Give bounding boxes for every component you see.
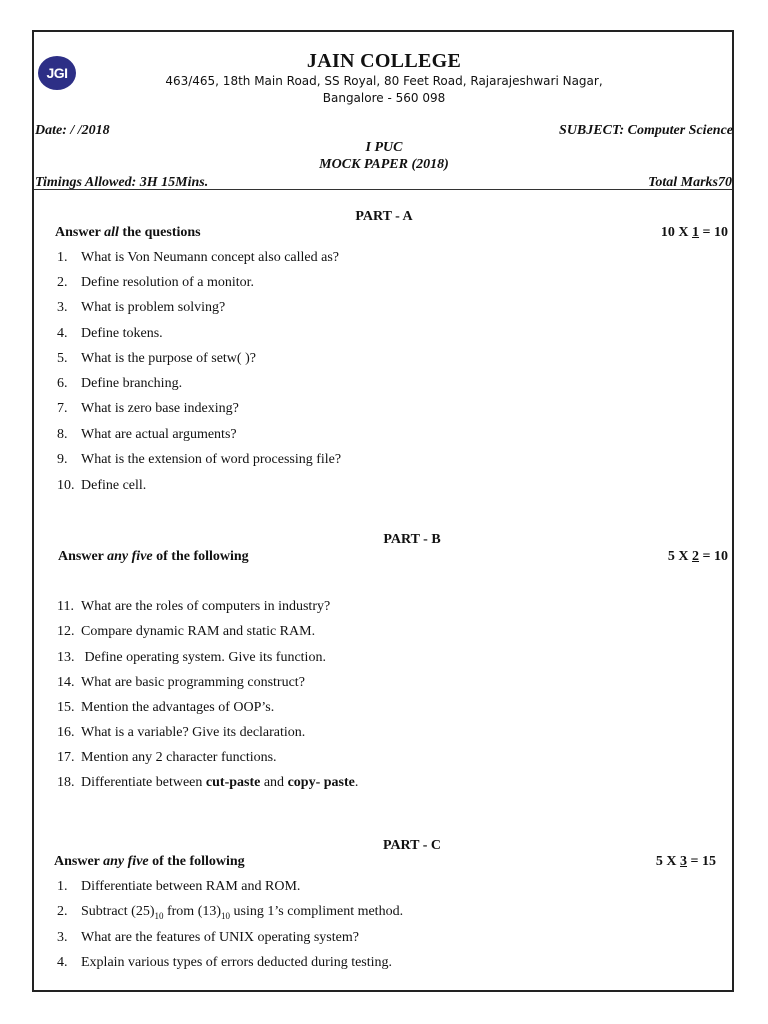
question-item: 2. Subtract $(25)_{10}$ from $(13)_{10}$ using 1’s compliment method. — [57, 904, 404, 921]
question-item: 1. Differentiate between RAM and ROM. — [57, 879, 301, 894]
question-item: 17. Mention any 2 character functions. — [57, 750, 277, 765]
timings-field: Timings Allowed: 3H 15Mins. — [35, 175, 209, 190]
question-item: 4. Explain various types of errors deducted during testing. — [57, 955, 393, 970]
address-line-1: 463/465, 18th Main Road, SS Royal, 80 Feet Road, Rajarajeshwari Nagar, — [165, 74, 603, 88]
paper-title: MOCK PAPER (2018) — [319, 157, 449, 172]
question-item: 7. What is zero base indexing? — [57, 401, 239, 416]
part-c-marks: 5 X 3 = 15 — [655, 854, 716, 869]
question-item: 6. Define branching. — [57, 376, 183, 391]
question-item: 11. What are the roles of computers in industry? — [57, 599, 331, 614]
question-item: 8. What are actual arguments? — [57, 427, 237, 442]
question-item: 14. What are basic programming construct? — [57, 675, 305, 690]
class-label: I PUC — [365, 140, 403, 155]
question-item: 13. Define operating system. Give its function. — [57, 650, 326, 665]
part-b-marks: 5 X 2 = 10 — [667, 549, 728, 564]
part-a-title: PART - A — [355, 209, 413, 224]
question-item: 15. Mention the advantages of OOP’s. — [57, 700, 275, 715]
question-item: 12. Compare dynamic RAM and static RAM. — [57, 624, 316, 639]
logo-text: JGI — [46, 65, 68, 81]
question-item: 1. What is Von Neumann concept also called as? — [57, 250, 340, 265]
total-marks-field: Total Marks70 — [648, 175, 732, 190]
question-item: 3. What are the features of UNIX operating system? — [57, 930, 359, 945]
subject-field: SUBJECT: Computer Science — [559, 123, 733, 138]
part-c-instruction: Answer any five of the following — [54, 854, 245, 869]
question-item: 16. What is a variable? Give its declaration. — [57, 725, 306, 740]
part-b-instruction: Answer any five of the following — [58, 549, 249, 564]
date-field: Date: / /2018 — [35, 123, 110, 138]
college-name: JAIN COLLEGE — [306, 50, 462, 72]
question-item: 2. Define resolution of a monitor. — [57, 275, 255, 290]
question-item: 3. What is problem solving? — [57, 300, 226, 315]
question-item: 9. What is the extension of word processing file? — [57, 452, 342, 467]
part-a-marks: 10 X 1 = 10 — [660, 225, 728, 240]
question-item: 10. Define cell. — [57, 478, 147, 493]
part-a-instruction: Answer all the questions — [55, 225, 201, 240]
question-item: 18. Differentiate between cut-paste and copy- paste. — [57, 775, 359, 790]
question-item: 5. What is the purpose of setw( )? — [57, 351, 256, 366]
part-c-title: PART - C — [382, 838, 442, 853]
question-item: 4. Define tokens. — [57, 326, 163, 341]
header-divider — [34, 189, 732, 190]
part-b-title: PART - B — [383, 532, 441, 547]
address-line-2: Bangalore - 560 098 — [322, 91, 446, 105]
